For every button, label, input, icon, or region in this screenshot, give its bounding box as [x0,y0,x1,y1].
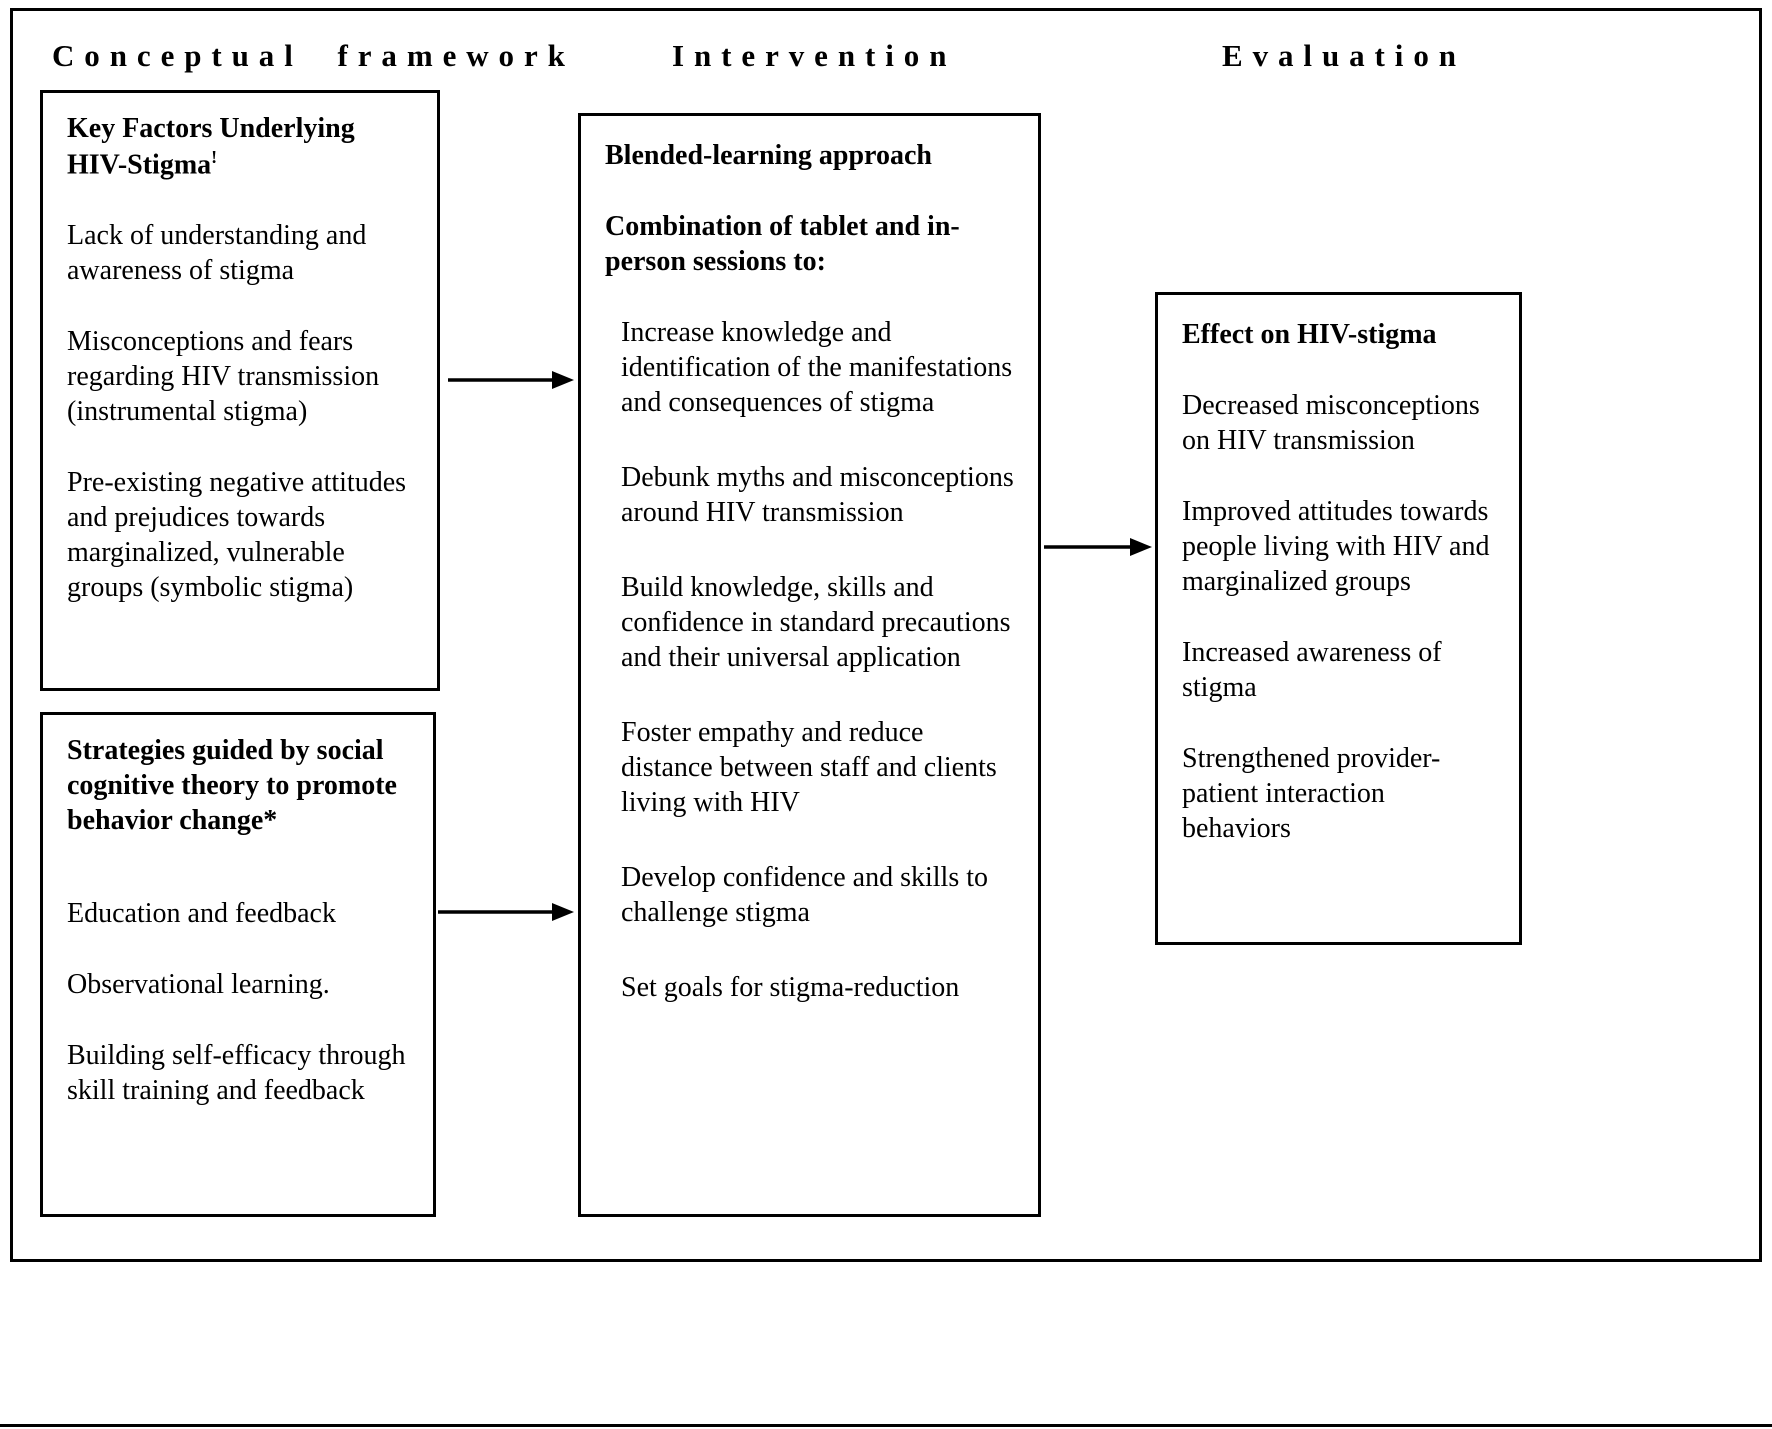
box-key-factors [40,90,440,691]
intervention-item: Foster empathy and reduce distance between staff and clients living with HIV [621,717,997,818]
column-header-conceptual-framework: Conceptual framework [52,38,575,73]
intervention-item: Debunk myths and misconceptions around HIV transmission [621,462,1014,528]
evaluation-item: Strengthened provider-patient interaction behaviors [1182,743,1441,844]
column-header-intervention: Intervention [672,38,957,73]
arrow-key-factors-to-intervention-icon [448,366,574,394]
column-header-evaluation: Evaluation [1222,38,1466,73]
intervention-item: Develop confidence and skills to challenge stigma [621,862,989,928]
key-factors-title-text: Key Factors Underlying HIV-Stigma [67,113,355,181]
strategies-title: Strategies guided by social cognitive theory to promote behavior change* [67,735,397,836]
arrow-strategies-to-intervention-icon [438,898,574,926]
evaluation-item: Improved attitudes towards people living with HIV and marginalized groups [1182,496,1490,597]
intervention-item: Set goals for stigma-reduction [621,972,960,1003]
key-factors-title [67,111,413,182]
box-intervention [578,113,1041,1217]
key-factors-item: Misconceptions and fears regarding HIV transmission (instrumental stigma) [67,326,380,428]
intervention-item: Build knowledge, skills and confidence in standard precautions and their universal application [621,572,1011,673]
arrow-intervention-to-evaluation-icon [1044,533,1152,561]
intervention-subtitle: Combination of tablet and in-person sessions to: [605,211,960,277]
evaluation-item: Decreased misconceptions on HIV transmission [1182,390,1480,456]
intervention-item: Increase knowledge and identification of the manifestations and consequences of stigma [621,317,1013,418]
box-strategies [40,712,436,1217]
box-evaluation [1155,292,1522,945]
strategies-item: Education and feedback [67,898,336,929]
evaluation-title: Effect on HIV-stigma [1182,319,1437,350]
strategies-item: Observational learning. [67,969,330,1000]
intervention-title: Blended-learning approach [605,140,932,171]
figure-bottom-rule [0,1424,1772,1427]
evaluation-item: Increased awareness of stigma [1182,637,1442,703]
key-factors-item: Pre-existing negative attitudes and prejudices towards marginalized, vulnerable groups (symbolic stigma) [67,467,407,604]
key-factors-footnote-mark: ! [211,147,218,167]
strategies-item: Building self-efficacy through skill training and feedback [67,1040,406,1106]
key-factors-item: Lack of understanding and awareness of stigma [67,220,367,287]
